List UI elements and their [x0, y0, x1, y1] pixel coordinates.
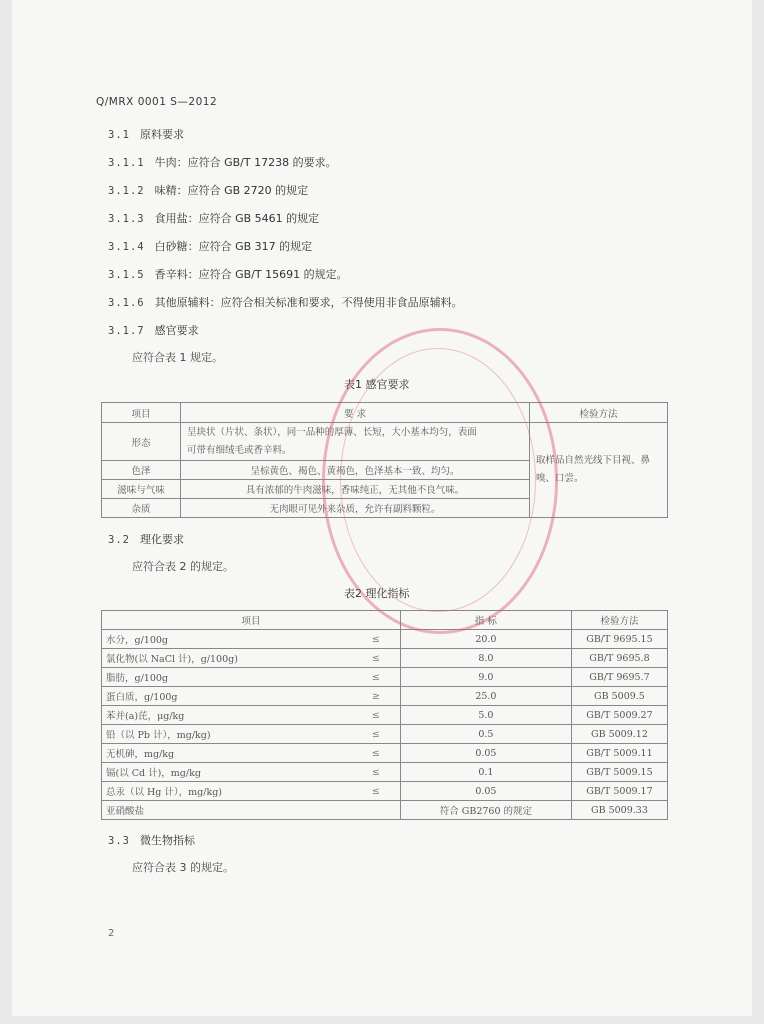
- method-line: 嗅、口尝。: [536, 473, 584, 484]
- section-text: 味精：应符合 GB 2720 的规定: [154, 184, 309, 197]
- item-cell: 滋味与气味: [102, 480, 181, 499]
- method-cell: GB/T 9695.15: [571, 630, 667, 649]
- method-cell: GB 5009.5: [571, 687, 667, 706]
- section-text: 其他原辅料：应符合相关标准和要求，不得使用非食品原辅料。: [154, 296, 463, 309]
- comparison-symbol: ≥: [352, 687, 401, 706]
- section-text: 香辛料：应符合 GB/T 15691 的规定。: [154, 268, 348, 281]
- section-number: 3.1.2: [108, 185, 145, 197]
- comparison-symbol: ≤: [352, 782, 401, 801]
- section-3-1-1: [108, 154, 337, 170]
- table-header-row: [102, 611, 668, 630]
- item-cell: 色泽: [102, 461, 181, 480]
- table-row: [102, 687, 668, 706]
- method-line: 取样品自然光线下目视、鼻: [536, 455, 651, 466]
- value-cell: 25.0: [400, 687, 571, 706]
- section-number: 3.1.5: [108, 269, 145, 281]
- table-row: [102, 744, 668, 763]
- item-cell: 脂肪，g/100g: [102, 668, 352, 687]
- value-cell: 0.05: [400, 744, 571, 763]
- document-header: Q/MRX 0001 S—2012: [96, 96, 218, 108]
- table-row: [102, 706, 668, 725]
- section-number: 3.1: [108, 129, 130, 141]
- method-cell: GB/T 5009.15: [571, 763, 667, 782]
- item-cell: 铅（以 Pb 计），mg/kg): [102, 725, 352, 744]
- sensory-requirements-table: [101, 402, 668, 518]
- table-row: [102, 630, 668, 649]
- item-cell: 苯并(a)芘，μg/kg: [102, 706, 352, 725]
- value-cell: 20.0: [400, 630, 571, 649]
- table1-caption: 表1 感官要求: [344, 378, 410, 391]
- item-cell: 总汞（以 Hg 计），mg/kg): [102, 782, 352, 801]
- table-row: [102, 801, 668, 820]
- table2-reference: 应符合表 2 的规定。: [132, 560, 234, 573]
- method-cell: GB/T 9695.7: [571, 668, 667, 687]
- section-number: 3.1.7: [108, 325, 145, 337]
- comparison-symbol: ≤: [352, 706, 401, 725]
- value-cell: 5.0: [400, 706, 571, 725]
- section-3-1-2: [108, 182, 308, 198]
- table-row: [102, 725, 668, 744]
- value-cell: 0.5: [400, 725, 571, 744]
- section-text: 原料要求: [139, 128, 184, 141]
- value-cell: 8.0: [400, 649, 571, 668]
- value-cell: 符合 GB2760 的规定: [400, 801, 571, 820]
- section-3-1: [108, 126, 184, 142]
- item-cell: 无机砷，mg/kg: [102, 744, 352, 763]
- section-text: 理化要求: [139, 533, 184, 546]
- comparison-symbol: ≤: [352, 668, 401, 687]
- requirement-cell: 无肉眼可见外来杂质，允许有副料颗粒。: [181, 499, 530, 518]
- requirement-cell: 呈棕黄色、褐色、黄褐色，色泽基本一致、均匀。: [181, 461, 530, 480]
- requirement-cell: [181, 423, 530, 461]
- section-3-2: [108, 531, 184, 547]
- section-number: 3.1.4: [108, 241, 145, 253]
- section-number: 3.1.3: [108, 213, 145, 225]
- item-cell: 水分，g/100g: [102, 630, 352, 649]
- section-3-1-3: [108, 210, 319, 226]
- method-cell: GB/T 9695.8: [571, 649, 667, 668]
- section-number: 3.3: [108, 835, 130, 847]
- method-cell: GB 5009.12: [571, 725, 667, 744]
- table-row: [102, 668, 668, 687]
- section-text: 白砂糖：应符合 GB 317 的规定: [154, 240, 313, 253]
- method-cell: GB/T 5009.11: [571, 744, 667, 763]
- column-header: 检验方法: [530, 403, 668, 423]
- section-number: 3.1.1: [108, 157, 145, 169]
- section-3-3: [108, 832, 195, 848]
- table2-caption: 表2 理化指标: [344, 587, 410, 600]
- requirement-line: 可带有细绒毛或香辛料。: [187, 444, 292, 456]
- method-cell: GB 5009.33: [571, 801, 667, 820]
- section-3-1-5: [108, 266, 348, 282]
- item-cell: 镉(以 Cd 计)，mg/kg: [102, 763, 352, 782]
- section-3-1-7: [108, 322, 199, 338]
- section-text: 牛肉：应符合 GB/T 17238 的要求。: [154, 156, 337, 169]
- item-cell: 氯化物(以 NaCl 计)，g/100g): [102, 649, 352, 668]
- value-cell: 9.0: [400, 668, 571, 687]
- page-number: 2: [108, 928, 115, 939]
- method-cell: GB/T 5009.17: [571, 782, 667, 801]
- comparison-symbol: ≤: [352, 725, 401, 744]
- comparison-symbol: ≤: [352, 763, 401, 782]
- comparison-symbol: ≤: [352, 649, 401, 668]
- comparison-symbol: [352, 801, 401, 820]
- requirement-cell: 具有浓郁的牛肉滋味，香味纯正，无其他不良气味。: [181, 480, 530, 499]
- table-row: [102, 782, 668, 801]
- physicochemical-table: [101, 610, 668, 820]
- section-text: 感官要求: [154, 324, 199, 337]
- column-header: 检验方法: [571, 611, 667, 630]
- section-number: 3.2: [108, 534, 130, 546]
- table3-reference: 应符合表 3 的规定。: [132, 861, 234, 874]
- column-header: 要 求: [181, 403, 530, 423]
- item-cell: 蛋白质，g/100g: [102, 687, 352, 706]
- value-cell: 0.1: [400, 763, 571, 782]
- table-row: [102, 649, 668, 668]
- comparison-symbol: ≤: [352, 744, 401, 763]
- section-3-1-6: [108, 294, 463, 310]
- requirement-line: 呈块状（片状、条状），同一品种的厚薄、长短，大小基本均匀，表面: [187, 426, 477, 438]
- table1-reference: 应符合表 1 规定。: [132, 351, 223, 364]
- table-row: [102, 763, 668, 782]
- item-cell: 形态: [102, 423, 181, 461]
- comparison-symbol: ≤: [352, 630, 401, 649]
- item-cell: 亚硝酸盐: [102, 801, 352, 820]
- section-number: 3.1.6: [108, 297, 145, 309]
- value-cell: 0.05: [400, 782, 571, 801]
- column-header: 项目: [102, 403, 181, 423]
- section-text: 食用盐：应符合 GB 5461 的规定: [154, 212, 320, 225]
- item-cell: 杂质: [102, 499, 181, 518]
- section-text: 微生物指标: [139, 834, 195, 847]
- table-header-row: [102, 403, 668, 423]
- table-row: [102, 423, 668, 461]
- column-header: 指 标: [400, 611, 571, 630]
- method-cell: [530, 423, 668, 518]
- method-cell: GB/T 5009.27: [571, 706, 667, 725]
- column-header: 项目: [102, 611, 401, 630]
- section-3-1-4: [108, 238, 312, 254]
